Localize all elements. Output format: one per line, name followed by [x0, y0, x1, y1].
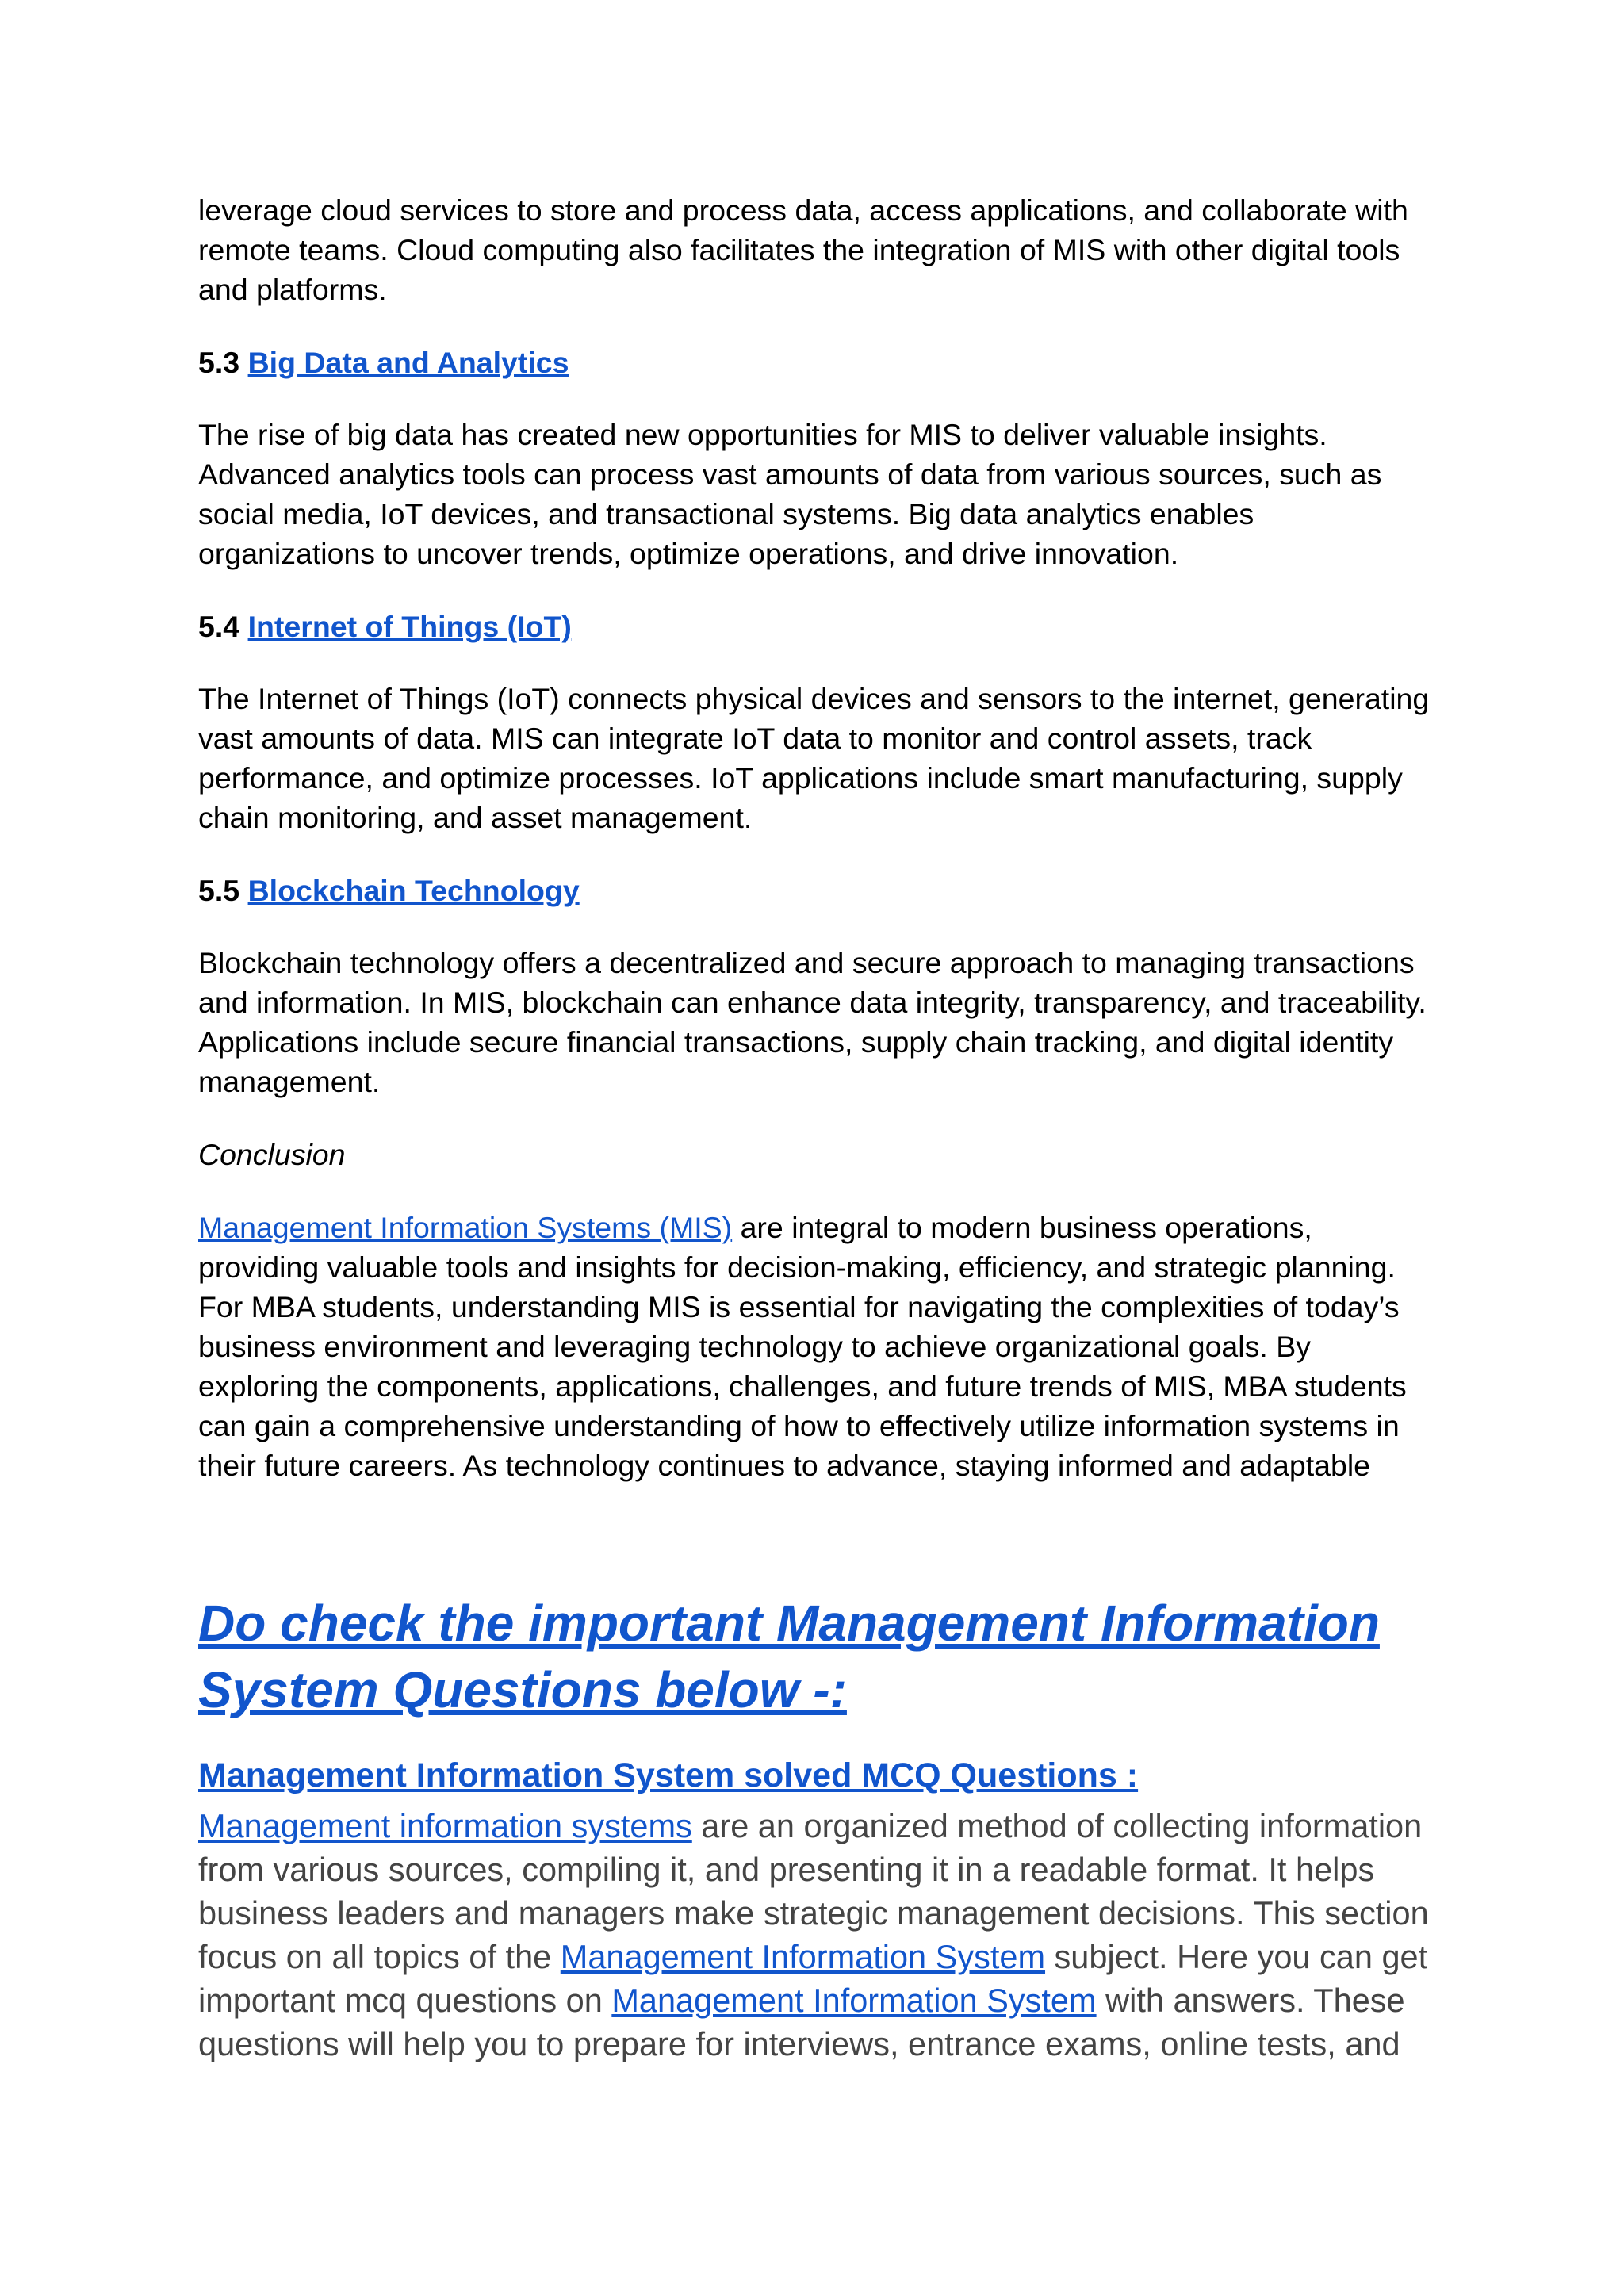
big-data-link[interactable]: Big Data and Analytics [247, 346, 569, 379]
mcq-text-2: subject. Here you can get important mcq questions on [198, 1938, 1428, 2019]
section-number: 5.4 [198, 610, 248, 643]
document-content [198, 190, 1435, 2066]
section-heading-5-3 [198, 343, 1435, 382]
section-heading-5-4 [198, 607, 1435, 646]
mcq-intro-paragraph [198, 1804, 1435, 2066]
mcq-text-1: are an organized method of collecting information from various sources, compiling it, and presenting it in a readable format. It helps business leaders and managers make strategic management decisions. This section focus on all topics of the [198, 1807, 1429, 1975]
iot-link[interactable]: Internet of Things (IoT) [247, 610, 572, 643]
mcq-subtitle[interactable]: Management Information System solved MCQ Questions : [198, 1756, 1139, 1794]
section-number: 5.5 [198, 874, 248, 907]
mis-systems-link[interactable]: Management information systems [198, 1807, 692, 1844]
mis-link[interactable]: Management Information Systems (MIS) [198, 1211, 733, 1244]
blockchain-link[interactable]: Blockchain Technology [247, 874, 580, 907]
section-paragraph-5-3: The rise of big data has created new opportunities for MIS to deliver valuable insights. Advanced analytics tools can process vast amounts of data from various sources, such as social media, IoT devices, and transactional systems. Big data analytics enables organizations to uncover trends, optimize operations, and drive innovation. [198, 418, 1382, 570]
cta-title[interactable]: Do check the important Management Information System Questions below -: [198, 1595, 1380, 1718]
conclusion-heading: Conclusion [198, 1138, 346, 1171]
intro-paragraph: leverage cloud services to store and process data, access applications, and collaborate with remote teams. Cloud computing also facilitates the integration of MIS with other digital tools and platforms. [198, 193, 1408, 306]
section-number: 5.3 [198, 346, 248, 379]
mis-subject-link[interactable]: Management Information System [560, 1938, 1046, 1975]
mcq-text-3: with answers. These questions will help you to prepare for interviews, entrance exams, online tests, and [198, 1982, 1405, 2062]
conclusion-text: are integral to modern business operations, providing valuable tools and insights for decision-making, efficiency, and strategic planning. For MBA students, understanding MIS is essential for navigating the complexities of today’s business environment and leveraging technology to achieve organizational goals. By exploring the components, applications, challenges, and future trends of MIS, MBA students can gain a comprehensive understanding of how to effectively utilize information systems in their future careers. As technology continues to advance, staying informed and adaptable [198, 1211, 1407, 1482]
conclusion-paragraph [198, 1208, 1435, 1485]
section-paragraph-5-4: The Internet of Things (IoT) connects physical devices and sensors to the internet, generating vast amounts of data. MIS can integrate IoT data to monitor and control assets, track performance, and optimize processes. IoT applications include smart manufacturing, supply chain monitoring, and asset management. [198, 682, 1430, 834]
mis-mcq-link[interactable]: Management Information System [611, 1982, 1097, 2019]
section-heading-5-5 [198, 871, 1435, 910]
section-paragraph-5-5: Blockchain technology offers a decentralized and secure approach to managing transactions and information. In MIS, blockchain can enhance data integrity, transparency, and traceability. Applications include secure financial transactions, supply chain tracking, and digital identity management. [198, 946, 1427, 1098]
